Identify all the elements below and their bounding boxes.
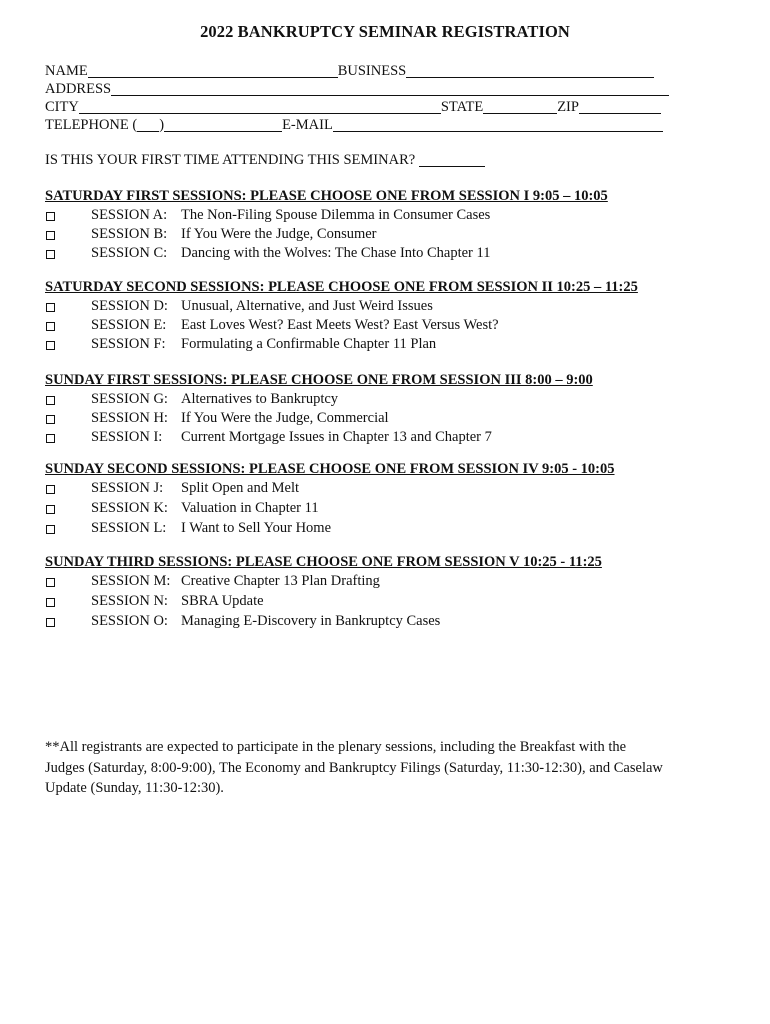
business-field[interactable] — [406, 63, 654, 78]
session-group-sunday-third — [45, 553, 725, 631]
session-group-sunday-first — [45, 371, 725, 447]
email-field[interactable] — [333, 117, 663, 132]
session-topic: East Loves West? East Meets West? East Versus West? — [181, 317, 499, 333]
session-option-c[interactable] — [45, 244, 725, 263]
session-option-f[interactable] — [45, 335, 725, 354]
checkbox[interactable] — [46, 250, 55, 259]
checkbox[interactable] — [46, 578, 55, 587]
session-code: SESSION E: — [91, 317, 167, 333]
session-code: SESSION K: — [91, 500, 168, 516]
session-topic: Dancing with the Wolves: The Chase Into Chapter 11 — [181, 245, 491, 261]
address-field[interactable] — [111, 81, 669, 96]
session-option-e[interactable] — [45, 316, 725, 335]
city-state-zip-row — [45, 98, 685, 116]
session-option-i[interactable] — [45, 428, 725, 447]
name-label: NAME — [45, 63, 88, 79]
session-topic: If You Were the Judge, Consumer — [181, 226, 377, 242]
checkbox[interactable] — [46, 231, 55, 240]
session-code: SESSION H: — [91, 410, 168, 426]
telephone-paren-close: ) — [159, 117, 165, 133]
session-topic: Split Open and Melt — [181, 480, 300, 496]
checkbox[interactable] — [46, 322, 55, 331]
name-business-row — [45, 62, 685, 80]
session-code: SESSION J: — [91, 480, 164, 496]
checkbox[interactable] — [46, 618, 55, 627]
session-code: SESSION L: — [91, 520, 167, 536]
session-option-d[interactable] — [45, 297, 725, 316]
session-group-saturday-first — [45, 187, 725, 263]
telephone-email-row — [45, 116, 685, 134]
checkbox[interactable] — [46, 598, 55, 607]
checkbox[interactable] — [46, 505, 55, 514]
session-option-l[interactable] — [45, 519, 725, 538]
section-heading: SUNDAY FIRST SESSIONS: PLEASE CHOOSE ONE FROM SESSION III 8:00 – 9:00 — [45, 372, 593, 388]
session-option-h[interactable] — [45, 409, 725, 428]
business-label: BUSINESS — [337, 63, 407, 79]
session-topic: Formulating a Confirmable Chapter 11 Plan — [181, 336, 437, 352]
checkbox[interactable] — [46, 415, 55, 424]
address-row — [45, 80, 685, 98]
session-topic: SBRA Update — [181, 593, 264, 609]
section-heading: SUNDAY SECOND SESSIONS: PLEASE CHOOSE ONE FROM SESSION IV 9:05 - 10:05 — [45, 461, 615, 477]
checkbox[interactable] — [46, 396, 55, 405]
session-code: SESSION A: — [91, 207, 168, 223]
first-time-question — [45, 152, 485, 169]
session-code: SESSION O: — [91, 613, 168, 629]
session-option-a[interactable] — [45, 206, 725, 225]
checkbox[interactable] — [46, 485, 55, 494]
session-option-n[interactable] — [45, 592, 725, 611]
address-label: ADDRESS — [45, 81, 112, 97]
state-field[interactable] — [483, 99, 557, 114]
session-group-saturday-second — [45, 278, 725, 354]
state-label: STATE — [440, 99, 484, 115]
session-topic: Alternatives to Bankruptcy — [181, 391, 339, 407]
plenary-footnote: **All registrants are expected to participate in the plenary sessions, including the Breakfast with the Judges (Saturday, 8:00-9:00), The Economy and Bankruptcy Filings (Saturday, 11:30-12:30), and Caselaw Update (Sunday, 11:30-12:30). — [45, 739, 663, 796]
session-topic: Unusual, Alternative, and Just Weird Issues — [181, 298, 433, 314]
session-option-m[interactable] — [45, 572, 725, 591]
checkbox[interactable] — [46, 303, 55, 312]
city-field[interactable] — [79, 99, 441, 114]
contact-fields — [45, 62, 685, 134]
page-title: 2022 BANKRUPTCY SEMINAR REGISTRATION — [200, 22, 570, 41]
session-topic: I Want to Sell Your Home — [181, 520, 332, 536]
session-code: SESSION I: — [91, 429, 163, 445]
zip-field[interactable] — [579, 99, 661, 114]
session-topic: Valuation in Chapter 11 — [181, 500, 319, 516]
checkbox[interactable] — [46, 212, 55, 221]
section-heading: SATURDAY FIRST SESSIONS: PLEASE CHOOSE ONE FROM SESSION I 9:05 – 10:05 — [45, 188, 608, 204]
session-topic: If You Were the Judge, Commercial — [181, 410, 389, 426]
session-topic: Managing E-Discovery in Bankruptcy Cases — [181, 613, 441, 629]
telephone-label: TELEPHONE ( — [45, 117, 138, 133]
zip-label: ZIP — [557, 99, 579, 115]
session-code: SESSION F: — [91, 336, 166, 352]
checkbox[interactable] — [46, 434, 55, 443]
area-code-field[interactable] — [137, 117, 159, 132]
session-option-o[interactable] — [45, 612, 725, 631]
telephone-field[interactable] — [164, 117, 282, 132]
email-label: E-MAIL — [282, 117, 333, 133]
session-code: SESSION D: — [91, 298, 168, 314]
first-time-question-text: IS THIS YOUR FIRST TIME ATTENDING THIS SEMINAR? — [45, 152, 416, 168]
checkbox[interactable] — [46, 525, 55, 534]
session-group-sunday-second — [45, 460, 725, 538]
session-option-b[interactable] — [45, 225, 725, 244]
checkbox[interactable] — [46, 341, 55, 350]
session-code: SESSION N: — [91, 593, 168, 609]
session-option-g[interactable] — [45, 390, 725, 409]
session-topic: Current Mortgage Issues in Chapter 13 and Chapter 7 — [181, 429, 492, 445]
session-code: SESSION M: — [91, 573, 171, 589]
session-code: SESSION B: — [91, 226, 168, 242]
first-time-answer-field[interactable] — [419, 152, 485, 167]
section-heading: SATURDAY SECOND SESSIONS: PLEASE CHOOSE ONE FROM SESSION II 10:25 – 11:25 — [45, 279, 638, 295]
session-code: SESSION G: — [91, 391, 168, 407]
session-topic: The Non-Filing Spouse Dilemma in Consumer Cases — [181, 207, 491, 223]
session-option-j[interactable] — [45, 479, 725, 498]
name-field[interactable] — [88, 63, 338, 78]
city-label: CITY — [45, 99, 79, 115]
session-option-k[interactable] — [45, 499, 725, 518]
section-heading: SUNDAY THIRD SESSIONS: PLEASE CHOOSE ONE FROM SESSION V 10:25 - 11:25 — [45, 554, 602, 570]
session-code: SESSION C: — [91, 245, 168, 261]
session-topic: Creative Chapter 13 Plan Drafting — [181, 573, 380, 589]
